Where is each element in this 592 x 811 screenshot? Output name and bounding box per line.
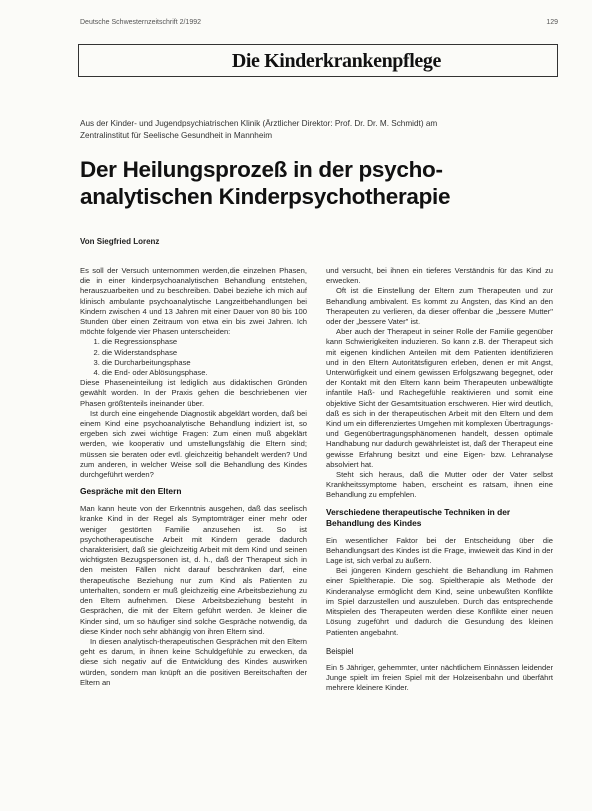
article-title-line: Der Heilungsprozeß in der psycho-	[80, 157, 443, 182]
running-header-journal: Deutsche Schwesternzeitschrift 2/1992	[80, 19, 202, 26]
section-heading: Verschiedene therapeutische Techniken in der Behandlung des Kindes	[326, 506, 511, 528]
affiliation-line: Aus der Kinder- und Jugendpsychiatrischen Klinik (Ärztlicher Direktor: Prof. Dr. Dr. M. Schmidt) am	[80, 119, 438, 128]
section-heading: Gespräche mit den Eltern	[80, 486, 182, 497]
paragraph: In diesen analytisch-therapeutischen Gesprächen mit den Eltern geht es darum, in ihnen keine Schuldgefühle zu erwecken, da diese sich negativ auf die Entwicklung des Kindes auswirken würden, sondern man knüpft an die positiven Bereitschaften der Eltern an	[80, 636, 307, 687]
left-column	[80, 266, 307, 688]
phase-list-item: 3. die Durcharbeitungsphase	[102, 358, 307, 368]
paragraph: und versucht, bei ihnen ein tieferes Verständnis für das Kind zu erwecken.	[326, 266, 553, 286]
affiliation	[80, 118, 550, 142]
section-title-box	[78, 44, 558, 77]
paragraph: Man kann heute von der Erkenntnis ausgehen, daß das seelisch kranke Kind in der Regel als Symptomträger einer mehr oder weniger gestörten Familie anzusehen ist. So ist psychotherapeutische Arbeit mit Kindern gerade dadurch charakterisiert, daß sie gleichzeitig Arbeit mit dem Kind und seinen wichtigsten Bezugspersonen ist, d. h., daß der Therapeut sich in den meisten Fällen nicht darauf beschränken darf, eine therapeutische Beziehung nur zum Kind als Patienten zu unterhalten, sondern er muß gleichzeitig eine Arbeitsbeziehung zu den Eltern aufnehmen. Diese Arbeitsbeziehung besteht in Gesprächen, die mit der Eltern geführt werden. Je kleiner die Kinder sind, um so häufiger sind solche Gespräche notwendig, da diese Kinder noch sehr abhängig von ihren Eltern sind.	[80, 504, 307, 636]
article-title-line: analytischen Kinderpsychotherapie	[80, 184, 451, 209]
paragraph: Diese Phaseneinteilung ist lediglich aus didaktischen Gründen gewählt worden. In der Praxis gehen die beschriebenen vier Phasen größtenteils ineinander über.	[80, 378, 307, 408]
affiliation-line: Zentralinstitut für Seelische Gesundheit in Mannheim	[80, 131, 273, 140]
paragraph: Ist durch eine eingehende Diagnostik abgeklärt worden, daß bei einem Kind eine psychoanalytische Behandlung indiziert ist, so ergeben sich zwei wichtige Fragen: Zum einen muß abgeklärt werden, wie kooperativ und umstellungsfähig die Eltern sind; müssen sie beraten oder evtl. gleichzeitig behandelt werden? Und zum anderen, in welcher Weise soll die Behandlung des Kindes durchgeführt werden?	[80, 408, 307, 480]
phase-list-item: 4. die End- oder Ablösungsphase.	[102, 368, 307, 378]
paragraph: Oft ist die Einstellung der Eltern zum Therapeuten und zur Behandlung ambivalent. Es kommt zu Ängsten, das Kind an den Therapeuten zu verlieren, da dieser offenbar die „bessere Mutter" oder der „bessere Vater" ist.	[326, 286, 553, 327]
phase-list-item: 2. die Widerstandsphase	[102, 348, 307, 358]
phase-list	[80, 337, 307, 378]
paragraph: Steht sich heraus, daß die Mutter oder der Vater selbst Krankheitssymptome haben, erscheint es ratsam, ihnen eine Behandlung zu empfehlen.	[326, 470, 553, 500]
paragraph: Bei jüngeren Kindern geschieht die Behandlung im Rahmen einer Spieltherapie. Die sog. Spieltherapie als Methode der Kinderanalyse ermöglicht dem Kind, seine unbewußten Konflikte im Spiel darzustellen und auszuleben. Durch das entsprechende Mitspielen des Therapeuten werden diese Konflikte einer neuen Lösung zugeführt und dadurch die Gesundung des kleinen Patienten angebahnt.	[326, 566, 553, 637]
example-heading: Beispiel	[326, 646, 354, 656]
paragraph: Es soll der Versuch unternommen werden,die einzelnen Phasen, die in einer kinderpsychoanalytischen Behandlung entstehen, herauszuarbeiten und zu beschreiben. Dabei beziehe ich mich auf klinisch ambulante psychoanalytische Langzeitbehandlungen bei Kindern zwischen 4 und 13 Jahren mit einer Dauer von 80 bis 100 Stunden über einen Zeitraum von etwa ein bis zwei Jahren. Ich möchte folgende vier Phasen unterscheiden:	[80, 266, 307, 337]
section-title: Die Kinderkrankenpflege	[231, 50, 441, 72]
running-header-page-number: 129	[546, 19, 558, 26]
paragraph: Aber auch der Therapeut in seiner Rolle der Familie gegenüber kann Schwierigkeiten induzieren. So kann z.B. der Therapeut sich mit eigenen kindlichen Anteilen mit dem Patienten identifizieren und in den Eltern Autoritätsfiguren erleben, denen er mit Angst, Unterwürfigkeit und einem gewissen Erfolgszwang begegnet, oder der Kontakt mit den Eltern kann beim Therapeuten unbewältigte infantile Haß- und Rachegefühle reaktivieren und somit eine objektive Sicht der Gesamtsituation erschweren. Hier wird deutlich, daß es sich in der therapeutischen Arbeit mit den Eltern und dem Kind um ein differenziertes Umgehen mit komplexen Übertragungs- und Gegenübertragungsphänomenen handelt, dessen optimale Handhabung nur dadurch gewährleistet ist, daß der Therapeut eine gewisse Erfahrung besitzt und eine Eigen- bzw. Lehranalyse absolviert hat.	[326, 327, 553, 469]
paragraph: Ein wesentlicher Faktor bei der Entscheidung über die Behandlungsart des Kindes ist die Frage, inwieweit das Kind in der Lage ist, sich verbal zu äußern.	[326, 535, 553, 566]
article-title	[80, 156, 550, 210]
phase-list-item: 1. die Regressionsphase	[102, 337, 307, 347]
author-byline: Von Siegfried Lorenz	[80, 237, 160, 246]
right-column	[326, 266, 553, 693]
paragraph: Ein 5 Jähriger, gehemmter, unter nächtlichem Einnässen leidender Junge spielt im freien Spiel mit der Holzeisenbahn und überfährt mehrere kleinere Kinder.	[326, 662, 553, 693]
